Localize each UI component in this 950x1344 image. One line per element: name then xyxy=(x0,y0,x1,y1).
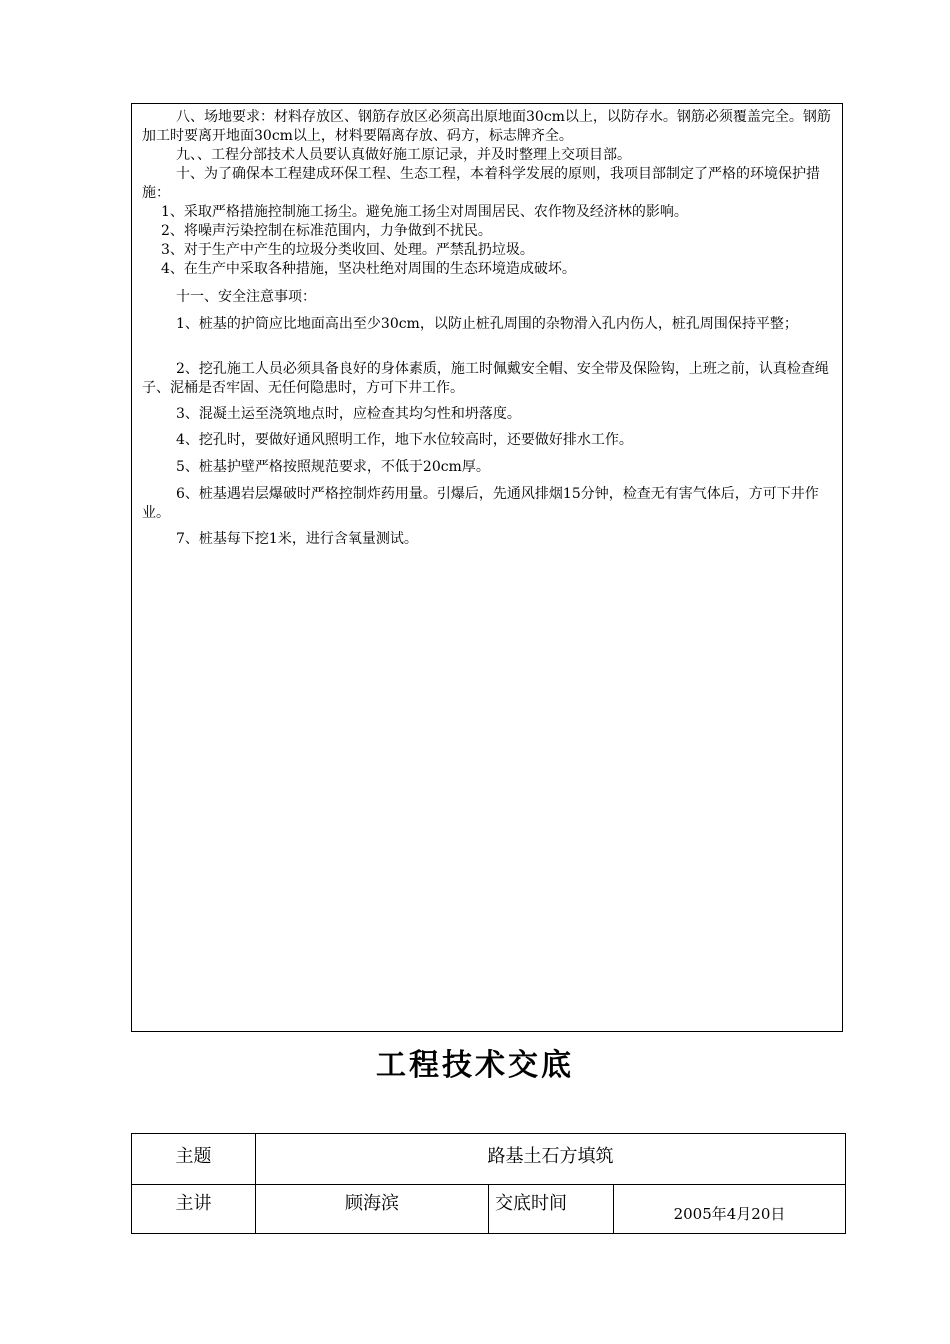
info-table xyxy=(131,1133,846,1234)
safety-item-1: 1、桩基的护筒应比地面高出至少30cm，以防止桩孔周围的杂物滑入孔内伤人，桩孔周围保持平整； xyxy=(176,316,798,332)
table-row xyxy=(132,1185,846,1234)
env-item-1: 1、采取严格措施控制施工扬尘。避免施工扬尘对周围居民、农作物及经济林的影响。 xyxy=(161,204,688,220)
safety-item-2: 2、挖孔施工人员必须具备良好的身体素质，施工时佩戴安全帽、安全带及保险钩，上班之前，认真检查绳子、泥桶是否牢固、无任何隐患时，方可下井工作。 xyxy=(142,361,829,396)
safety-item-3: 3、混凝土运至浇筑地点时，应检查其均匀性和坍落度。 xyxy=(176,406,521,422)
env-item-4: 4、在生产中采取各种措施，坚决杜绝对周围的生态环境造成破坏。 xyxy=(161,261,576,277)
speaker-label: 主讲 xyxy=(175,1193,212,1214)
safety-item-5: 5、桩基护壁严格按照规范要求，不低于20cm厚。 xyxy=(176,459,490,475)
safety-item-4: 4、挖孔时，要做好通风照明工作，地下水位较高时，还要做好排水工作。 xyxy=(176,432,633,448)
speaker-value-cell xyxy=(256,1185,489,1234)
time-value: 2005年4月20日 xyxy=(673,1205,786,1223)
paragraph-site-requirements: 八、场地要求：材料存放区、钢筋存放区必须高出原地面30cm以上，以防存水。钢筋必须覆盖完全。钢筋加工时要离开地面30cm以上，材料要隔离存放、码方，标志牌齐全。 xyxy=(142,109,831,144)
time-value-cell xyxy=(614,1185,846,1234)
safety-item-6: 6、桩基遇岩层爆破时严格控制炸药用量。引爆后，先通风排烟15分钟，检查无有害气体后，方可下井作业。 xyxy=(142,486,819,521)
speaker-label-cell xyxy=(132,1185,256,1234)
env-item-2: 2、将噪声污染控制在标准范围内，力争做到不扰民。 xyxy=(161,223,492,239)
topic-label-cell xyxy=(132,1134,256,1185)
topic-value: 路基土石方填筑 xyxy=(487,1146,614,1167)
env-item-3: 3、对于生产中产生的垃圾分类收回、处理。严禁乱扔垃圾。 xyxy=(161,242,534,258)
paragraph-safety-heading: 十一、安全注意事项： xyxy=(176,289,316,305)
table-row xyxy=(132,1134,846,1185)
time-label: 交底时间 xyxy=(495,1193,567,1214)
paragraph-records: 九、、工程分部技术人员要认真做好施工原记录，并及时整理上交项目部。 xyxy=(176,147,631,163)
safety-item-7: 7、桩基每下挖1米，进行含氧量测试。 xyxy=(176,531,418,547)
document-title: 工程技术交底 xyxy=(376,1048,574,1083)
topic-value-cell xyxy=(256,1134,846,1185)
content-box xyxy=(131,103,843,1032)
speaker-value: 顾海滨 xyxy=(345,1193,399,1214)
paragraph-environment: 十、为了确保本工程建成环保工程、生态工程，本着科学发展的原则，我项目部制定了严格的环境保护措施： xyxy=(142,166,820,201)
time-label-cell xyxy=(489,1185,614,1234)
topic-label: 主题 xyxy=(175,1146,212,1167)
